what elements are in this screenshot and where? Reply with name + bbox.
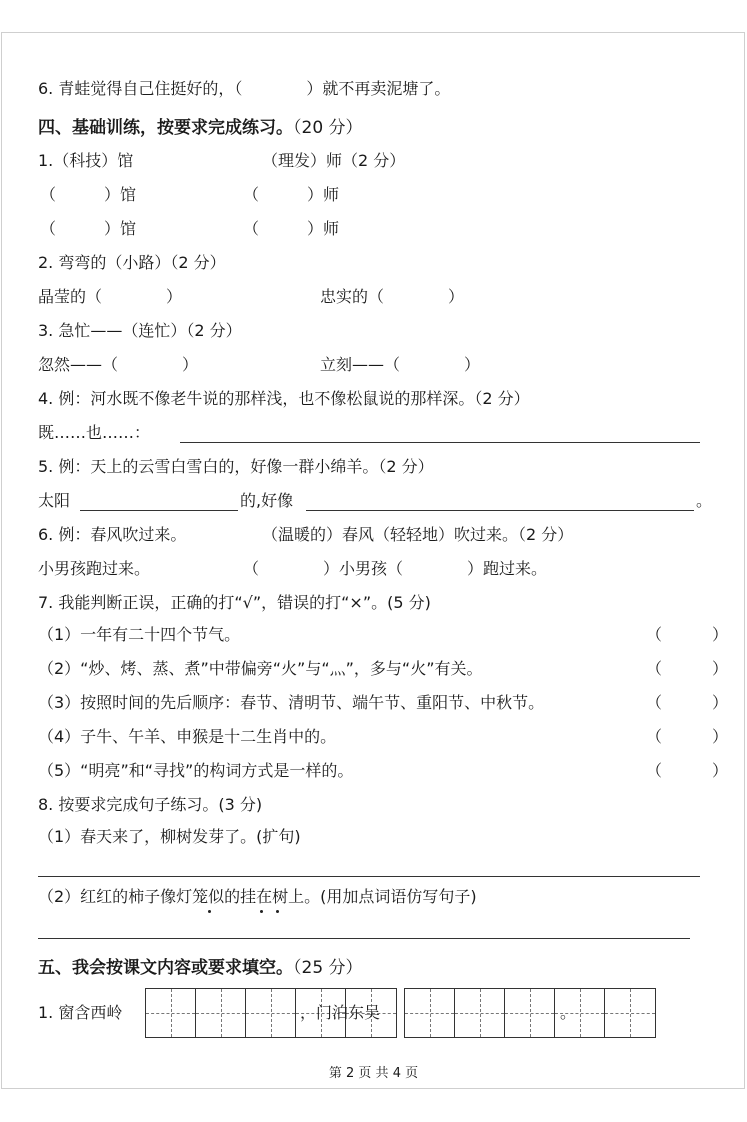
section-4-score: （20 分） — [293, 118, 363, 138]
q5-prompt-b: 的,好像 — [240, 491, 294, 510]
q8-answer-line-1[interactable] — [38, 876, 700, 877]
q6-title-a: 6. 例：春风吹过来。 — [38, 525, 187, 544]
section-5-title: 五、我会按课文内容或要求填空。 — [38, 958, 293, 978]
q4-answer-line[interactable] — [180, 442, 700, 443]
q8-answer-line-2[interactable] — [38, 938, 690, 939]
grid-cell[interactable] — [246, 989, 296, 1037]
grid-cell[interactable] — [505, 989, 555, 1037]
q3-blank-b[interactable]: 立刻——（ ） — [320, 355, 481, 374]
q5-prompt-a: 太阳 — [38, 491, 71, 510]
emphasis-dot — [276, 910, 279, 913]
q8-title: 8. 按要求完成句子练习。(3 分) — [38, 795, 263, 814]
character-grid-2[interactable] — [404, 988, 656, 1038]
q5-period: 。 — [696, 491, 713, 510]
q7-item-2-paren-close[interactable]: ） — [712, 659, 729, 678]
q6-prompt: 小男孩跑过来。 — [38, 559, 151, 578]
s5-q1-text-b: ，门泊东吴 — [300, 1003, 381, 1022]
section-4-title: 四、基础训练，按要求完成练习。 — [38, 118, 293, 138]
section-4-heading — [38, 116, 363, 140]
q4-prompt: 既……也……： — [38, 423, 151, 442]
q3-title: 3. 急忙——（连忙）（2 分） — [38, 321, 242, 340]
q7-item-2: （2）“炒、烤、蒸、煮”中带偏旁“火”与“灬”，多与“火”有关。 — [38, 659, 483, 678]
q7-item-1: （1）一年有二十四个节气。 — [38, 625, 241, 644]
q7-item-1-paren-open[interactable]: （ — [646, 625, 663, 644]
q5-title: 5. 例：天上的云雪白雪白的，好像一群小绵羊。（2 分） — [38, 457, 434, 476]
q8-item-1: （1）春天来了，柳树发芽了。(扩句) — [38, 827, 301, 846]
q1-blank-shi-1[interactable]: （ ）师 — [243, 185, 340, 204]
q7-item-3: （3）按照时间的先后顺序：春节、清明节、端午节、重阳节、中秋节。 — [38, 693, 545, 712]
q7-item-5-paren-open[interactable]: （ — [646, 761, 663, 780]
q6-title-b: （温暖的）春风（轻轻地）吹过来。（2 分） — [262, 525, 574, 544]
q5-answer-line-2[interactable] — [306, 510, 694, 511]
q3-blank-a[interactable]: 忽然——（ ） — [38, 355, 199, 374]
q7-item-2-paren-open[interactable]: （ — [646, 659, 663, 678]
q7-item-3-paren-open[interactable]: （ — [646, 693, 663, 712]
grid-cell[interactable] — [455, 989, 505, 1037]
q7-item-5: （5）“明亮”和“寻找”的构词方式是一样的。 — [38, 761, 354, 780]
section-5-score: （25 分） — [293, 958, 363, 978]
q7-title: 7. 我能判断正误，正确的打“√”，错误的打“×”。(5 分) — [38, 593, 431, 612]
q7-item-4-paren-open[interactable]: （ — [646, 727, 663, 746]
q1-blank-shi-2[interactable]: （ ）师 — [243, 219, 340, 238]
s5-q1-period: 。 — [560, 1003, 577, 1022]
q2-blank-b[interactable]: 忠实的（ ） — [320, 287, 465, 306]
q6-blanks[interactable]: （ ）小男孩（ ）跑过来。 — [243, 559, 548, 578]
grid-cell[interactable] — [146, 989, 196, 1037]
question-3-6: 6. 青蛙觉得自己住挺好的，（ ）就不再卖泥塘了。 — [38, 79, 451, 98]
grid-cell[interactable] — [196, 989, 246, 1037]
q1-blank-guan-1[interactable]: （ ）馆 — [40, 185, 137, 204]
grid-cell[interactable] — [405, 989, 455, 1037]
q5-answer-line-1[interactable] — [80, 510, 238, 511]
q8-item-2: （2）红红的柿子像灯笼似的挂在树上。(用加点词语仿写句子) — [38, 887, 477, 906]
emphasis-dot — [208, 910, 211, 913]
q1-blank-guan-2[interactable]: （ ）馆 — [40, 219, 137, 238]
q2-title: 2. 弯弯的（小路）（2 分） — [38, 253, 226, 272]
q1-example-b: （理发）师（2 分） — [262, 151, 406, 170]
q4-title: 4. 例：河水既不像老牛说的那样浅，也不像松鼠说的那样深。（2 分） — [38, 389, 530, 408]
page-footer: 第 2 页 共 4 页 — [328, 1066, 419, 1081]
q1-example-a: 1.（科技）馆 — [38, 151, 134, 170]
s5-q1-text-a: 1. 窗含西岭 — [38, 1003, 123, 1022]
q7-item-3-paren-close[interactable]: ） — [712, 693, 729, 712]
q2-blank-a[interactable]: 晶莹的（ ） — [38, 287, 183, 306]
q7-item-1-paren-close[interactable]: ） — [712, 625, 729, 644]
emphasis-dot — [260, 910, 263, 913]
q7-item-4: （4）子牛、午羊、申猴是十二生肖中的。 — [38, 727, 337, 746]
q7-item-5-paren-close[interactable]: ） — [712, 761, 729, 780]
q7-item-4-paren-close[interactable]: ） — [712, 727, 729, 746]
section-5-heading — [38, 956, 363, 980]
grid-cell[interactable] — [605, 989, 655, 1037]
